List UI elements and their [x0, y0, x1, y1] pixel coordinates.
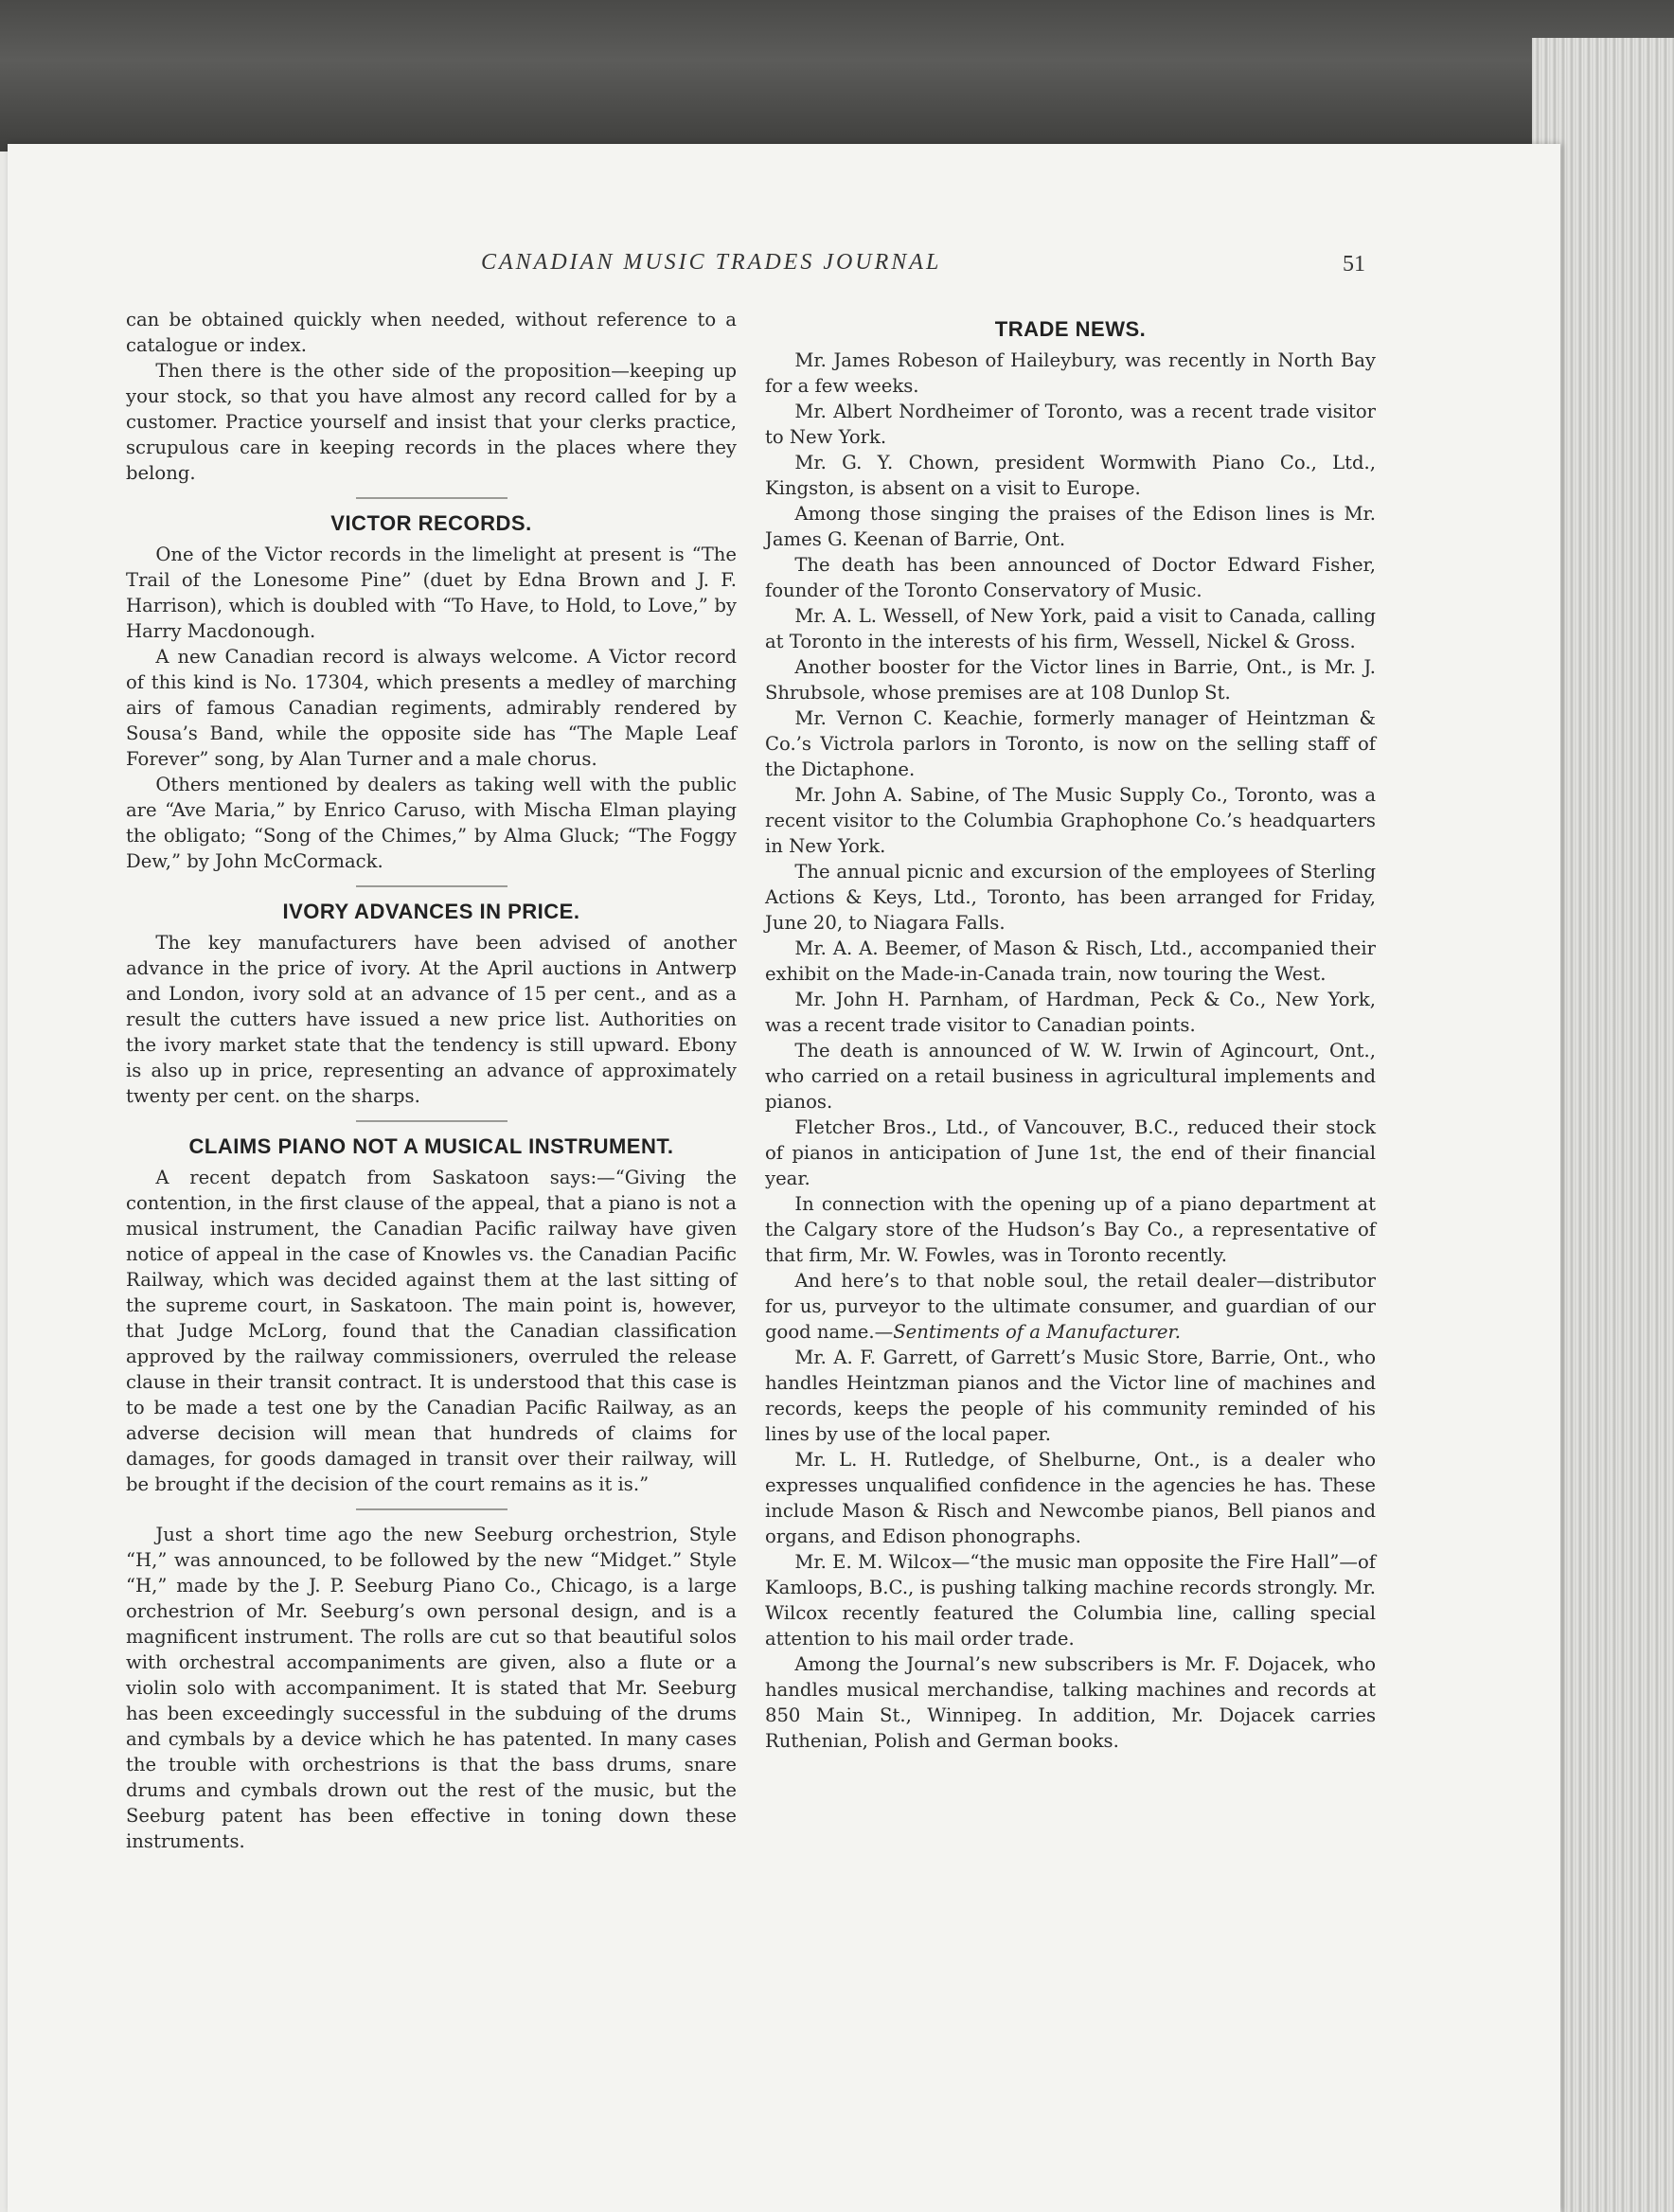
news-item: Mr. James Robeson of Haileybury, was recently in North Bay for a few weeks. — [765, 349, 1376, 397]
news-item: Mr. A. F. Garrett, of Garrett’s Music Store, Barrie, Ont., who handles Heintzman pianos and the Victor line of machines and records, keeps the people of his community reminded of his lines by use of the local paper. — [765, 1347, 1376, 1445]
ivory-paragraph: The key manufacturers have been advised of another advance in the price of ivory. At the April auctions in Antwerp and London, ivory sold at an advance of 15 per cent., and as a result the cutters have issued a new price list. Authorities on the ivory market state that the tendency is still upward. Ebony is also up in price, representing an advance of approximately twenty per cent. on the sharps. — [126, 932, 737, 1107]
news-item: Among those singing the praises of the Edison lines is Mr. James G. Keenan of Barrie, Ont. — [765, 503, 1376, 550]
claims-heading: CLAIMS PIANO NOT A MUSICAL INSTRUMENT. — [188, 1134, 674, 1158]
stock-paragraph: Then there is the other side of the proposition—keeping up your stock, so that you have almost any record called for by a customer. Practice yourself and insist that your clerks practice, scrupulous care in keeping records in the places where they belong. — [126, 360, 737, 484]
news-item: Another booster for the Victor lines in Barrie, Ont., is Mr. J. Shrubsole, whose premises are at 108 Dunlop St. — [765, 656, 1376, 704]
news-item: Mr. A. A. Beemer, of Mason & Risch, Ltd., accompanied their exhibit on the Made-in-Canada train, now touring the West. — [765, 937, 1376, 985]
section-divider — [356, 1120, 508, 1122]
victor-paragraph: Others mentioned by dealers as taking well with the public are “Ave Maria,” by Enrico Caruso, with Mischa Elman playing the obligato; “Song of the Chimes,” by Alma Gluck; “The Foggy Dew,” by John McCormack. — [126, 774, 737, 872]
news-item: Mr. L. H. Rutledge, of Shelburne, Ont., is a dealer who expresses unqualified confidence in the agencies he has. These include Mason & Risch and Newcombe pianos, Bell pianos and organs, and Edison phonographs. — [765, 1449, 1376, 1547]
news-item: Among the Journal’s new subscribers is Mr. F. Dojacek, who handles musical merchandise, talking machines and records at 850 Main St., Winnipeg. In addition, Mr. Dojacek carries Ruthenian, Polish and German books. — [765, 1653, 1376, 1752]
right-column — [765, 307, 1376, 1754]
left-column — [126, 307, 737, 1854]
victor-paragraph: One of the Victor records in the limelight at present is “The Trail of the Lonesome Pine” (duet by Edna Brown and J. F. Harrison), which is doubled with “To Have, to Hold, to Love,” by Harry Macdonough. — [126, 544, 737, 642]
news-item: The death is announced of W. W. Irwin of Agincourt, Ont., who carried on a retail business in agricultural implements and pianos. — [765, 1040, 1376, 1113]
news-item: Mr. G. Y. Chown, president Wormwith Piano Co., Ltd., Kingston, is absent on a visit to Europe. — [765, 452, 1376, 499]
continued-paragraph: can be obtained quickly when needed, without reference to a catalogue or index. — [126, 309, 737, 356]
section-divider — [356, 497, 508, 499]
section-divider — [356, 885, 508, 887]
journal-title: CANADIAN MUSIC TRADES JOURNAL — [481, 250, 942, 275]
seeburg-paragraph: Just a short time ago the new Seeburg orchestrion, Style “H,” was announced, to be followed by the new “Midget.” Style “H,” made by the J. P. Seeburg Piano Co., Chicago, is a large orchestrion of Mr. Seeburg’s own personal design, and is a magnificent instrument. The rolls are cut so that beautiful solos with orchestral accompaniments are given, also a flute or a violin solo with accompaniment. It is stated that Mr. Seeburg has been exceedingly successful in the subduing of the drums and cymbals by a device which he has patented. In many cases the trouble with orchestrions is that the bass drums, snare drums and cymbals drown out the rest of the music, but the Seeburg patent has been effective in toning down these instruments. — [126, 1524, 737, 1852]
news-item: Mr. Vernon C. Keachie, formerly manager of Heintzman & Co.’s Victrola parlors in Toronto, is now on the selling staff of the Dictaphone. — [765, 707, 1376, 780]
news-item: Mr. Albert Nordheimer of Toronto, was a recent trade visitor to New York. — [765, 401, 1376, 448]
noble-soul-source: Sentiments of a Manufacturer. — [893, 1321, 1181, 1343]
running-header — [8, 250, 1560, 288]
news-item: Mr. John H. Parnham, of Hardman, Peck & Co., New York, was a recent trade visitor to Canadian points. — [765, 989, 1376, 1036]
ivory-heading: IVORY ADVANCES IN PRICE. — [282, 900, 580, 923]
page-number: 51 — [1343, 252, 1365, 276]
news-item: Mr. A. L. Wessell, of New York, paid a visit to Canada, calling at Toronto in the interests of his firm, Wessell, Nickel & Gross. — [765, 605, 1376, 652]
book-background — [0, 0, 1674, 152]
news-item: Mr. John A. Sabine, of The Music Supply Co., Toronto, was a recent visitor to the Columbia Graphophone Co.’s headquarters in New York. — [765, 784, 1376, 857]
journal-page — [8, 144, 1560, 2212]
noble-soul-paragraph — [765, 1268, 1376, 1345]
section-divider — [356, 1508, 508, 1510]
trade-news-heading: TRADE NEWS. — [994, 317, 1147, 341]
news-item: The death has been announced of Doctor Edward Fisher, founder of the Toronto Conservatory of Music. — [765, 554, 1376, 601]
claims-paragraph: A recent depatch from Saskatoon says:—“Giving the contention, in the first clause of the appeal, that a piano is not a musical instrument, the Canadian Pacific railway have given notice of appeal in the case of Knowles vs. the Canadian Pacific Railway, which was decided against them at the last sitting of the supreme court, in Saskatoon. The main point is, however, that Judge McLorg, found that the Canadian classification approved by the railway commissioners, overruled the release clause in their transit contract. It is understood that this case is to be made a test one by the Canadian Pacific Railway, as an adverse decision will mean that hundreds of claims for damages, for goods damaged in transit over their railway, will be brought if the decision of the court remains as it is.” — [126, 1167, 737, 1495]
news-item: Fletcher Bros., Ltd., of Vancouver, B.C., reduced their stock of pianos in anticipation of June 1st, the end of their financial year. — [765, 1116, 1376, 1189]
victor-paragraph: A new Canadian record is always welcome. A Victor record of this kind is No. 17304, which presents a medley of marching airs of famous Canadian regiments, admirably rendered by Sousa’s Band, while the opposite side has “The Maple Leaf Forever” song, by Alan Turner and a male chorus. — [126, 646, 737, 770]
news-item: In connection with the opening up of a piano department at the Calgary store of the Hudson’s Bay Co., a representative of that firm, Mr. W. Fowles, was in Toronto recently. — [765, 1193, 1376, 1266]
victor-records-heading: VICTOR RECORDS. — [330, 511, 532, 535]
noble-soul-text: And here’s to that noble soul, the retail dealer—distributor for us, purveyor to the ultimate consumer, and guardian of our good name.— — [765, 1270, 1376, 1343]
news-item: The annual picnic and excursion of the employees of Sterling Actions & Keys, Ltd., Toronto, has been arranged for Friday, June 20, to Niagara Falls. — [765, 861, 1376, 934]
news-item: Mr. E. M. Wilcox—“the music man opposite the Fire Hall”—of Kamloops, B.C., is pushing talking machine records strongly. Mr. Wilcox recently featured the Columbia line, calling special attention to his mail order trade. — [765, 1551, 1376, 1650]
